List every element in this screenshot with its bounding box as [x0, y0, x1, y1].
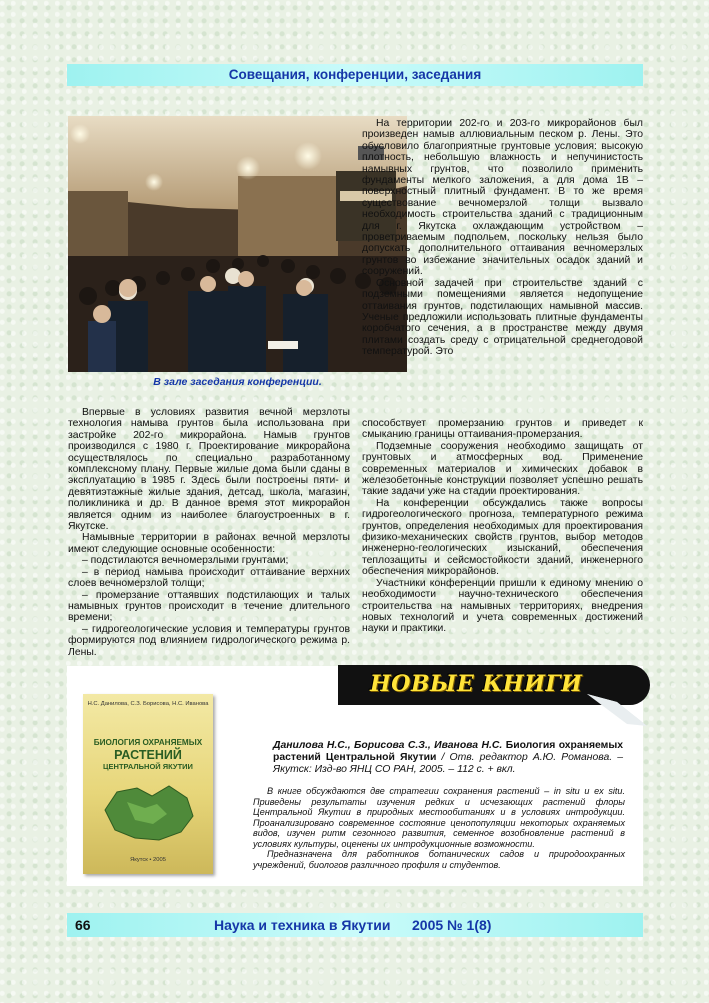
book-description-paragraph: Предназначена для работников ботанических садов и природоохранных учреждений, биологов различного профиля и студентов. [253, 849, 625, 870]
book-cover-place: Якутск • 2005 [130, 857, 166, 863]
paragraph: Впервые в условиях развития вечной мерзлоты технология намыва грунтов была использована при застройке 202-го микрорайона. Намыв грунтов производился с 1980 г. Проектирование микрорайона осуществлялось по специально разработанному комплексному плану. Первые жилые дома были сданы в эксплуатацию в 1985 г. Здесь были построены пяти- и девятиэтажные жилые здания, детсад, школа, магазин, поликлиника и др. В данное время этот микрорайон является одним из наиболее благоустроенных в г. Якутске. [68, 407, 350, 533]
list-item: – в период намыва происходит оттаивание верхних слоев вечномерзлой толщи; [68, 566, 350, 590]
book-ref-details: / Отв. редактор А.Ю. Романова. – Якутск: Изд-во ЯНЦ СО РАН, 2005. – 112 с. + вкл. [273, 752, 623, 775]
list-item: – гидрогеологические условия и температуры грунтов формируются под влиянием гидрологического режима р. Лены. [68, 623, 350, 658]
list-item: – подстилаются вечномерзлыми грунтами; [82, 555, 289, 567]
article-column-left [68, 407, 350, 658]
journal-title: Наука и техника в Якутии [214, 917, 391, 933]
book-cover-title-line-3: ЦЕНТРАЛЬНОЙ ЯКУТИИ [103, 762, 193, 771]
paragraph: На территории 202-го и 203-го микрорайонов был произведен намыв аллювиальным песком р. Лены. Это обусловило благоприятные грунтовые условия: высокую плотность, небольшую влажность и непучинистость намывных грунтов, что позволило применить фундаменты мелкого заложения, а для дома 1В – поверхностный плитный фундамент. В то же время существование вечномерзлой толщи вызвало необходимость строительства зданий с традиционным для г. Якутска охлаждающим устройством – проветриваемым подпольем, поскольку нельзя было допускать дополнительного оттаивания вечномерзлых грунтов во избежание значительных осадок зданий и сооружений. [362, 118, 643, 278]
book-cover-authors: Н.С. Данилова, С.З. Борисова, Н.С. Иванова [87, 701, 209, 707]
book-ref-authors: Данилова Н.С., Борисова С.З., Иванова Н.С. [273, 740, 503, 751]
conference-photo-illustration [68, 116, 407, 372]
book-cover[interactable] [83, 694, 213, 874]
paragraph: способствует промерзанию грунтов и приведет к смыканию границы оттаивания-промерзания. [362, 418, 643, 441]
page-curl-icon [587, 694, 647, 726]
article-column-right-continued [362, 418, 643, 635]
book-description-paragraph: В книге обсуждаются две стратегии сохранения растений – in situ и ex situ. Приведены результаты изучения редких и исчезающих растений флоры Центральной Якутии в природных местообитаниях и в условиях интродукции. Проанализировано современное состояние ценопопуляции некоторых охраняемых видов, изучен ритм сезонного развития, семенное возобновление растений в условиях культуры, оценены их интродукционные возможности. [253, 786, 625, 849]
new-books-title: НОВЫЕ КНИГИ [370, 671, 583, 697]
book-cover-title [83, 738, 213, 772]
section-header-band [67, 64, 643, 86]
paragraph: Намывные территории в районах вечной мерзлоты имеют следующие основные особенности: [68, 532, 350, 555]
list-item: – промерзание оттаявших подстилающих и талых намывных грунтов происходит в течение длительного времени; [68, 589, 350, 624]
book-reference [273, 740, 623, 776]
paragraph: На конференции обсуждались также вопросы гидрогеологического прогноза, температурного режима грунтов, определения необходимых для проектирования физико-механических свойств грунтов, выбор методов инженерно-геологических изысканий, обеспечения теплозащиты и сейсмостойкости зданий, инженерного обеспечения микрорайонов. [362, 497, 643, 578]
yakutia-map-icon [97, 780, 199, 846]
issue-number: 2005 № 1(8) [412, 917, 492, 933]
paragraph: Участники конференции пришли к единому мнению о необходимости научно-технического обеспечения строительства на намывных территориях, внедрения новых технологий и учета современных достижений науки и практики. [362, 577, 643, 635]
footer-band [67, 913, 643, 937]
new-books-section [67, 666, 643, 886]
paragraph: Основной задачей при строительстве зданий с подземными помещениями является недопущение оттаивания грунтов, подстилающих намывной массив. Ученые предложили использовать плитные фундаменты коробчатого сечения, а в пространстве между двумя плитами создать среду с отрицательной среднегодовой температурой. Это [362, 277, 643, 358]
book-cover-title-line-2: РАСТЕНИЙ [114, 748, 182, 762]
page-number: 66 [75, 917, 91, 933]
conference-hall-photo [68, 116, 407, 372]
section-title: Совещания, конференции, заседания [228, 67, 482, 82]
article-column-right [362, 118, 643, 358]
paragraph: Подземные сооружения необходимо защищать от грунтовых и атмосферных вод. Применение современных материалов и химических добавок в железобетонные конструкции позволяет успешно решать такие задачи уже на стадии проектирования. [362, 440, 643, 498]
book-description [253, 786, 625, 870]
book-ref-title: Биология охраняемых растений Центральной Якутии [273, 740, 624, 763]
book-cover-title-line-1: БИОЛОГИЯ ОХРАНЯЕМЫХ [93, 738, 203, 747]
photo-caption: В зале заседания конференции. [153, 376, 322, 388]
